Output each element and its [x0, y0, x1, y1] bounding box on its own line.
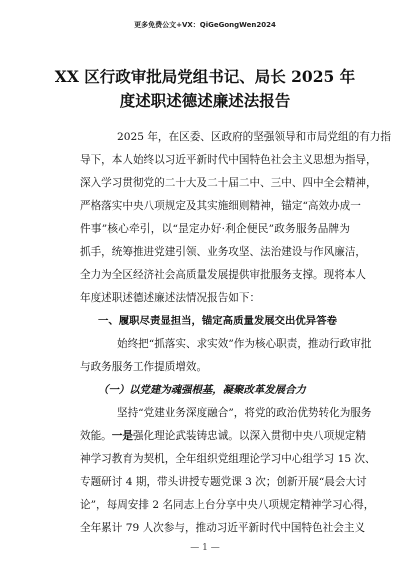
intro-line: 2025 年，在区委、区政府的坚强领导和市局党组的有力指: [117, 131, 391, 143]
intro-line: 年度述职述德述廉述法情况报告如下：: [80, 292, 261, 304]
watermark-text: 更多免费公文+VX：QiGeGongWen2024: [134, 21, 276, 29]
intro-line: 全力为全区经济社会高质量发展提供审批服务支撑。现将本人: [80, 269, 367, 281]
intro-line: 深入学习贯彻党的二十大及二十届二中、三中、四中全会精神，: [80, 177, 377, 189]
intro-line: 严格落实中央八项规定及其实施细则精神，锚定“高效办成一: [80, 200, 361, 212]
subsection-line: 专题研讨 4 期，带头讲授专题党课 3 次；创新开展“晨会大讨: [80, 476, 367, 488]
subsection-line: 论”，每周安排 2 名同志上台分享中央八项规定精神学习心得，: [80, 499, 375, 511]
document-title-line-2: 度述职述德述廉述法报告: [119, 91, 291, 110]
subsection-line: 全年累计 79 人次参与，推动习近平新时代中国特色社会主义: [80, 522, 366, 534]
subsection-line-mixed: [80, 429, 367, 443]
section-line: 与政务服务工作提质增效。: [80, 361, 208, 373]
ordinal-emphasis: 一是: [111, 430, 133, 442]
subsection-line: 坚持“党建业务深度融合”，将党的政治优势转化为服务: [117, 407, 372, 419]
subsection-line-rest: 强化理论武装铸忠诚。以深入贯彻中央八项规定精: [132, 430, 367, 442]
section-line: 始终把“抓落实、求实效”作为核心职责，推动行政审批: [117, 338, 372, 350]
section-heading: 一、履职尽责显担当，锚定高质量发展交出优异答卷: [98, 315, 337, 327]
subsection-line-prefix: 效能。: [80, 430, 112, 442]
intro-line: 抓手，统筹推进党建引领、业务攻坚、法治建设与作风廉洁，: [80, 246, 367, 258]
subsection-line: 神学习教育为契机，全年组织党组理论学习中心组学习 15 次、: [80, 453, 376, 465]
intro-line: 件事”核心牵引，以“昰定办好·利企便民”政务服务品牌为: [80, 223, 350, 235]
page-number: — 1 —: [190, 543, 220, 553]
subsection-heading: （一）以党建为魂强根基，凝聚改革发展合力: [98, 384, 306, 396]
intro-line: 导下，本人始终以习近平新时代中国特色社会主义思想为指导，: [80, 154, 377, 166]
document-title-line-1: XX 区行政审批局党组书记、局长 2025 年: [54, 67, 356, 86]
